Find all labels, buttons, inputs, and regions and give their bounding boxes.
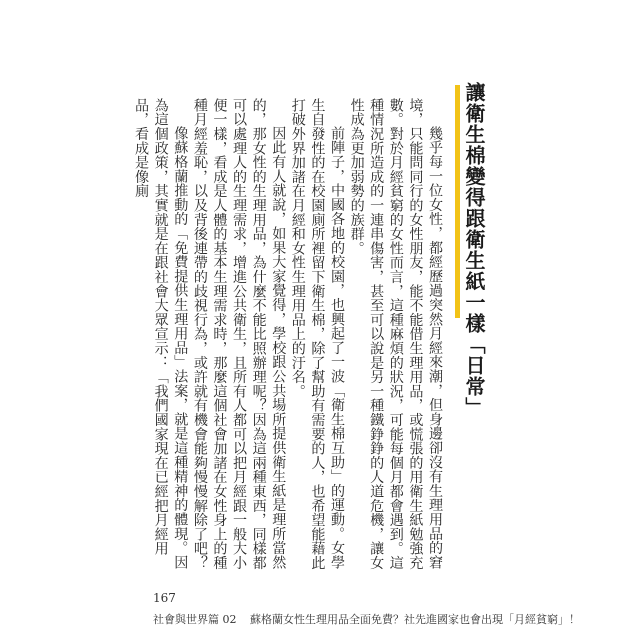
running-footer [153, 611, 580, 627]
footer-running-title: 蘇格蘭女性生理用品全面免費？社先進國家也會出現「月經貧窮」！ [250, 613, 580, 626]
paragraph: 像蘇格蘭推動的「免費提供生理用品」法案，就是這種精神的體現。因為這個政策，其實就是在跟社會大眾宣示：「我們國家現在已經把月經用品，看成是像廁 [133, 98, 189, 570]
paragraph: 前陣子，中國各地的校園，也興起了一波「衛生棉互助」的運動。女學生自發性的在校園廁所裡留下衛生棉，除了幫助有需要的人，也希望能藉此打破外界加諸在月經和女性生理用品上的汙名。 [289, 98, 346, 570]
chapter-title: 讓衛生棉變得跟衛生紙一樣「日常」 [462, 82, 486, 418]
paragraph: 幾乎每一位女性，都經歷過突然月經來潮，但身邊卻沒有生理用品的窘境，只能問同行的女性朋友，能不能借生理用品，或慌張的用衛生紙勉強充數。對於月經貧窮的女性而言，這種麻煩的狀況，可能每個月都會遇到。這種情況所造成的一連串傷害，甚至可以說是另一種鐵錚錚的人道危機，讓女性成為更加弱勢的族群。 [348, 98, 443, 570]
body-text [133, 98, 444, 578]
chapter-title-accent-bar [455, 85, 460, 318]
paragraph: 因此有人就說，如果大家覺得，學校跟公共場所提供衛生紙是理所當然的，那女性的生理用品，為什麼不能比照辦理呢？因為這兩種東西，同樣都可以處理人的生理需求，增進公共衛生，且所有人都可以把月經跟一般大小便一樣，看成是人體的基本生理需求時，那麼這個社會加諸在女性身上的種種月經羞恥，以及背後連帶的歧視行為，或許就有機會能夠慢慢解除了吧？ [191, 98, 287, 570]
footer-series-label: 社會與世界篇 02 [153, 613, 237, 626]
page-number: 167 [153, 591, 176, 605]
